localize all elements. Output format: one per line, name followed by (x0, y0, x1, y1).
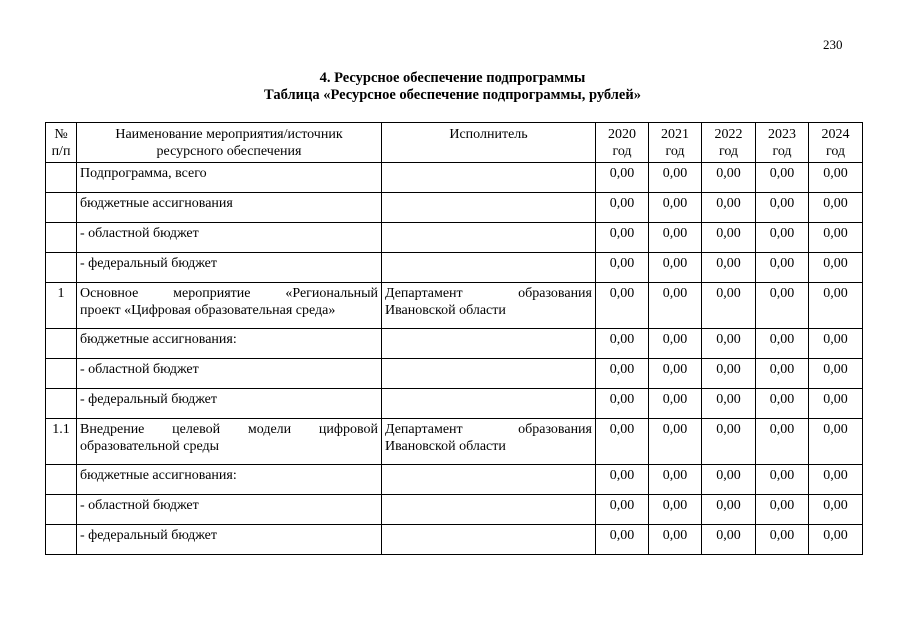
row-value: 0,00 (756, 253, 809, 283)
row-value: 0,00 (596, 389, 649, 419)
row-executor (382, 525, 596, 555)
row-value: 0,00 (702, 389, 756, 419)
table-row (46, 465, 863, 495)
header-name-line1: Наименование мероприятия/источник (115, 127, 343, 142)
row-value: 0,00 (649, 465, 702, 495)
table-row (46, 223, 863, 253)
table-row (46, 419, 863, 465)
row-name (77, 253, 382, 283)
section-title: 4. Ресурсное обеспечение подпрограммы (319, 70, 586, 86)
row-value: 0,00 (809, 283, 863, 329)
row-value: 0,00 (702, 359, 756, 389)
row-value: 0,00 (809, 163, 863, 193)
row-value: 0,00 (649, 283, 702, 329)
row-value: 0,00 (702, 253, 756, 283)
row-value: 0,00 (809, 253, 863, 283)
row-value: 0,00 (756, 465, 809, 495)
row-value: 0,00 (649, 163, 702, 193)
header-number (46, 123, 77, 163)
document-heading (0, 70, 905, 104)
row-value: 0,00 (809, 359, 863, 389)
row-executor (382, 283, 596, 329)
row-value: 0,00 (702, 193, 756, 223)
row-executor (382, 223, 596, 253)
row-name (77, 389, 382, 419)
row-number (46, 465, 77, 495)
header-name (77, 123, 382, 163)
table-row (46, 495, 863, 525)
row-number (46, 193, 77, 223)
header-year-2022 (702, 123, 756, 163)
row-number (46, 329, 77, 359)
row-value: 0,00 (596, 495, 649, 525)
row-executor-line1: Департамент образования (385, 422, 592, 437)
row-value: 0,00 (702, 329, 756, 359)
row-value: 0,00 (649, 193, 702, 223)
row-value: 0,00 (596, 163, 649, 193)
row-value: 0,00 (809, 389, 863, 419)
page-number: 230 (823, 37, 843, 52)
row-number: 1 (46, 283, 77, 329)
table-header-row (46, 123, 863, 163)
row-name (77, 283, 382, 329)
row-value: 0,00 (756, 223, 809, 253)
row-value: 0,00 (702, 495, 756, 525)
row-value: 0,00 (596, 419, 649, 465)
row-name (77, 359, 382, 389)
row-name-line2: образовательной среды (80, 439, 220, 454)
row-value: 0,00 (702, 223, 756, 253)
row-value: 0,00 (809, 495, 863, 525)
header-year-2023 (756, 123, 809, 163)
table-row (46, 163, 863, 193)
row-value: 0,00 (649, 223, 702, 253)
row-number (46, 389, 77, 419)
row-number (46, 253, 77, 283)
row-value: 0,00 (756, 525, 809, 555)
header-number-line2: п/п (51, 144, 71, 159)
row-executor (382, 193, 596, 223)
row-executor (382, 389, 596, 419)
row-value: 0,00 (756, 193, 809, 223)
row-value: 0,00 (756, 389, 809, 419)
row-name-line1: - областной бюджет (80, 362, 199, 377)
header-year-unit: год (665, 144, 685, 159)
header-year: 2023 (768, 127, 796, 142)
row-name (77, 223, 382, 253)
row-number (46, 359, 77, 389)
row-executor-line2: Ивановской области (385, 439, 506, 454)
row-value: 0,00 (702, 283, 756, 329)
table-row (46, 389, 863, 419)
row-name (77, 495, 382, 525)
row-name-line1: - федеральный бюджет (80, 256, 218, 271)
table-row (46, 525, 863, 555)
row-name-line1: бюджетные ассигнования: (80, 332, 237, 347)
table-row (46, 359, 863, 389)
row-value: 0,00 (649, 525, 702, 555)
row-executor-line1: Департамент образования (385, 286, 592, 301)
table-row (46, 329, 863, 359)
header-year: 2024 (821, 127, 850, 142)
row-value: 0,00 (649, 359, 702, 389)
row-name-line1: - областной бюджет (80, 498, 199, 513)
row-name (77, 419, 382, 465)
row-name-line1: бюджетные ассигнования (80, 196, 233, 211)
header-year-2020 (596, 123, 649, 163)
row-executor (382, 419, 596, 465)
row-name (77, 525, 382, 555)
row-executor (382, 329, 596, 359)
table-row (46, 253, 863, 283)
row-name (77, 465, 382, 495)
row-value: 0,00 (809, 525, 863, 555)
row-value: 0,00 (596, 465, 649, 495)
row-name-line1: бюджетные ассигнования: (80, 468, 237, 483)
header-year: 2022 (714, 127, 743, 142)
row-name (77, 329, 382, 359)
header-executor: Исполнитель (382, 123, 596, 163)
row-value: 0,00 (649, 419, 702, 465)
row-value: 0,00 (649, 389, 702, 419)
row-value: 0,00 (596, 525, 649, 555)
row-value: 0,00 (649, 495, 702, 525)
header-number-line1: № (54, 127, 68, 142)
row-name-line1: Подпрограмма, всего (80, 166, 207, 181)
row-value: 0,00 (596, 329, 649, 359)
row-value: 0,00 (596, 283, 649, 329)
row-name (77, 193, 382, 223)
row-value: 0,00 (756, 329, 809, 359)
table-row (46, 193, 863, 223)
row-value: 0,00 (809, 193, 863, 223)
row-number (46, 525, 77, 555)
table-body (46, 163, 863, 555)
row-executor-line2: Ивановской области (385, 303, 506, 318)
row-executor (382, 465, 596, 495)
resource-table (45, 122, 863, 555)
header-year: 2021 (661, 127, 689, 142)
row-value: 0,00 (596, 253, 649, 283)
row-value: 0,00 (756, 495, 809, 525)
row-value: 0,00 (756, 419, 809, 465)
row-value: 0,00 (702, 419, 756, 465)
row-executor (382, 163, 596, 193)
row-number: 1.1 (46, 419, 77, 465)
header-year-2024 (809, 123, 863, 163)
header-year-unit: год (612, 144, 632, 159)
row-value: 0,00 (649, 329, 702, 359)
row-value: 0,00 (702, 465, 756, 495)
row-name-line1: - федеральный бюджет (80, 392, 218, 407)
header-year-unit: год (825, 144, 846, 159)
row-executor (382, 253, 596, 283)
row-value: 0,00 (756, 283, 809, 329)
header-year-unit: год (772, 144, 792, 159)
header-name-line2: ресурсного обеспечения (156, 144, 302, 159)
row-value: 0,00 (596, 223, 649, 253)
row-value: 0,00 (809, 419, 863, 465)
row-value: 0,00 (809, 223, 863, 253)
row-name-line1: Основное мероприятие «Региональный (80, 286, 378, 301)
header-year-unit: год (718, 144, 739, 159)
row-value: 0,00 (809, 329, 863, 359)
row-name-line1: Внедрение целевой модели цифровой (80, 422, 378, 437)
table-row (46, 283, 863, 329)
row-number (46, 223, 77, 253)
row-value: 0,00 (702, 525, 756, 555)
row-value: 0,00 (596, 359, 649, 389)
row-executor (382, 495, 596, 525)
row-value: 0,00 (809, 465, 863, 495)
row-name (77, 163, 382, 193)
row-value: 0,00 (649, 253, 702, 283)
row-executor (382, 359, 596, 389)
row-value: 0,00 (756, 359, 809, 389)
header-year-2021 (649, 123, 702, 163)
row-value: 0,00 (702, 163, 756, 193)
row-number (46, 163, 77, 193)
row-name-line1: - федеральный бюджет (80, 528, 218, 543)
row-name-line2: проект «Цифровая образовательная среда» (80, 303, 336, 318)
header-year: 2020 (608, 127, 636, 142)
row-value: 0,00 (596, 193, 649, 223)
row-value: 0,00 (756, 163, 809, 193)
table-title: Таблица «Ресурсное обеспечение подпрограммы, рублей» (264, 87, 641, 103)
row-name-line1: - областной бюджет (80, 226, 199, 241)
row-number (46, 495, 77, 525)
